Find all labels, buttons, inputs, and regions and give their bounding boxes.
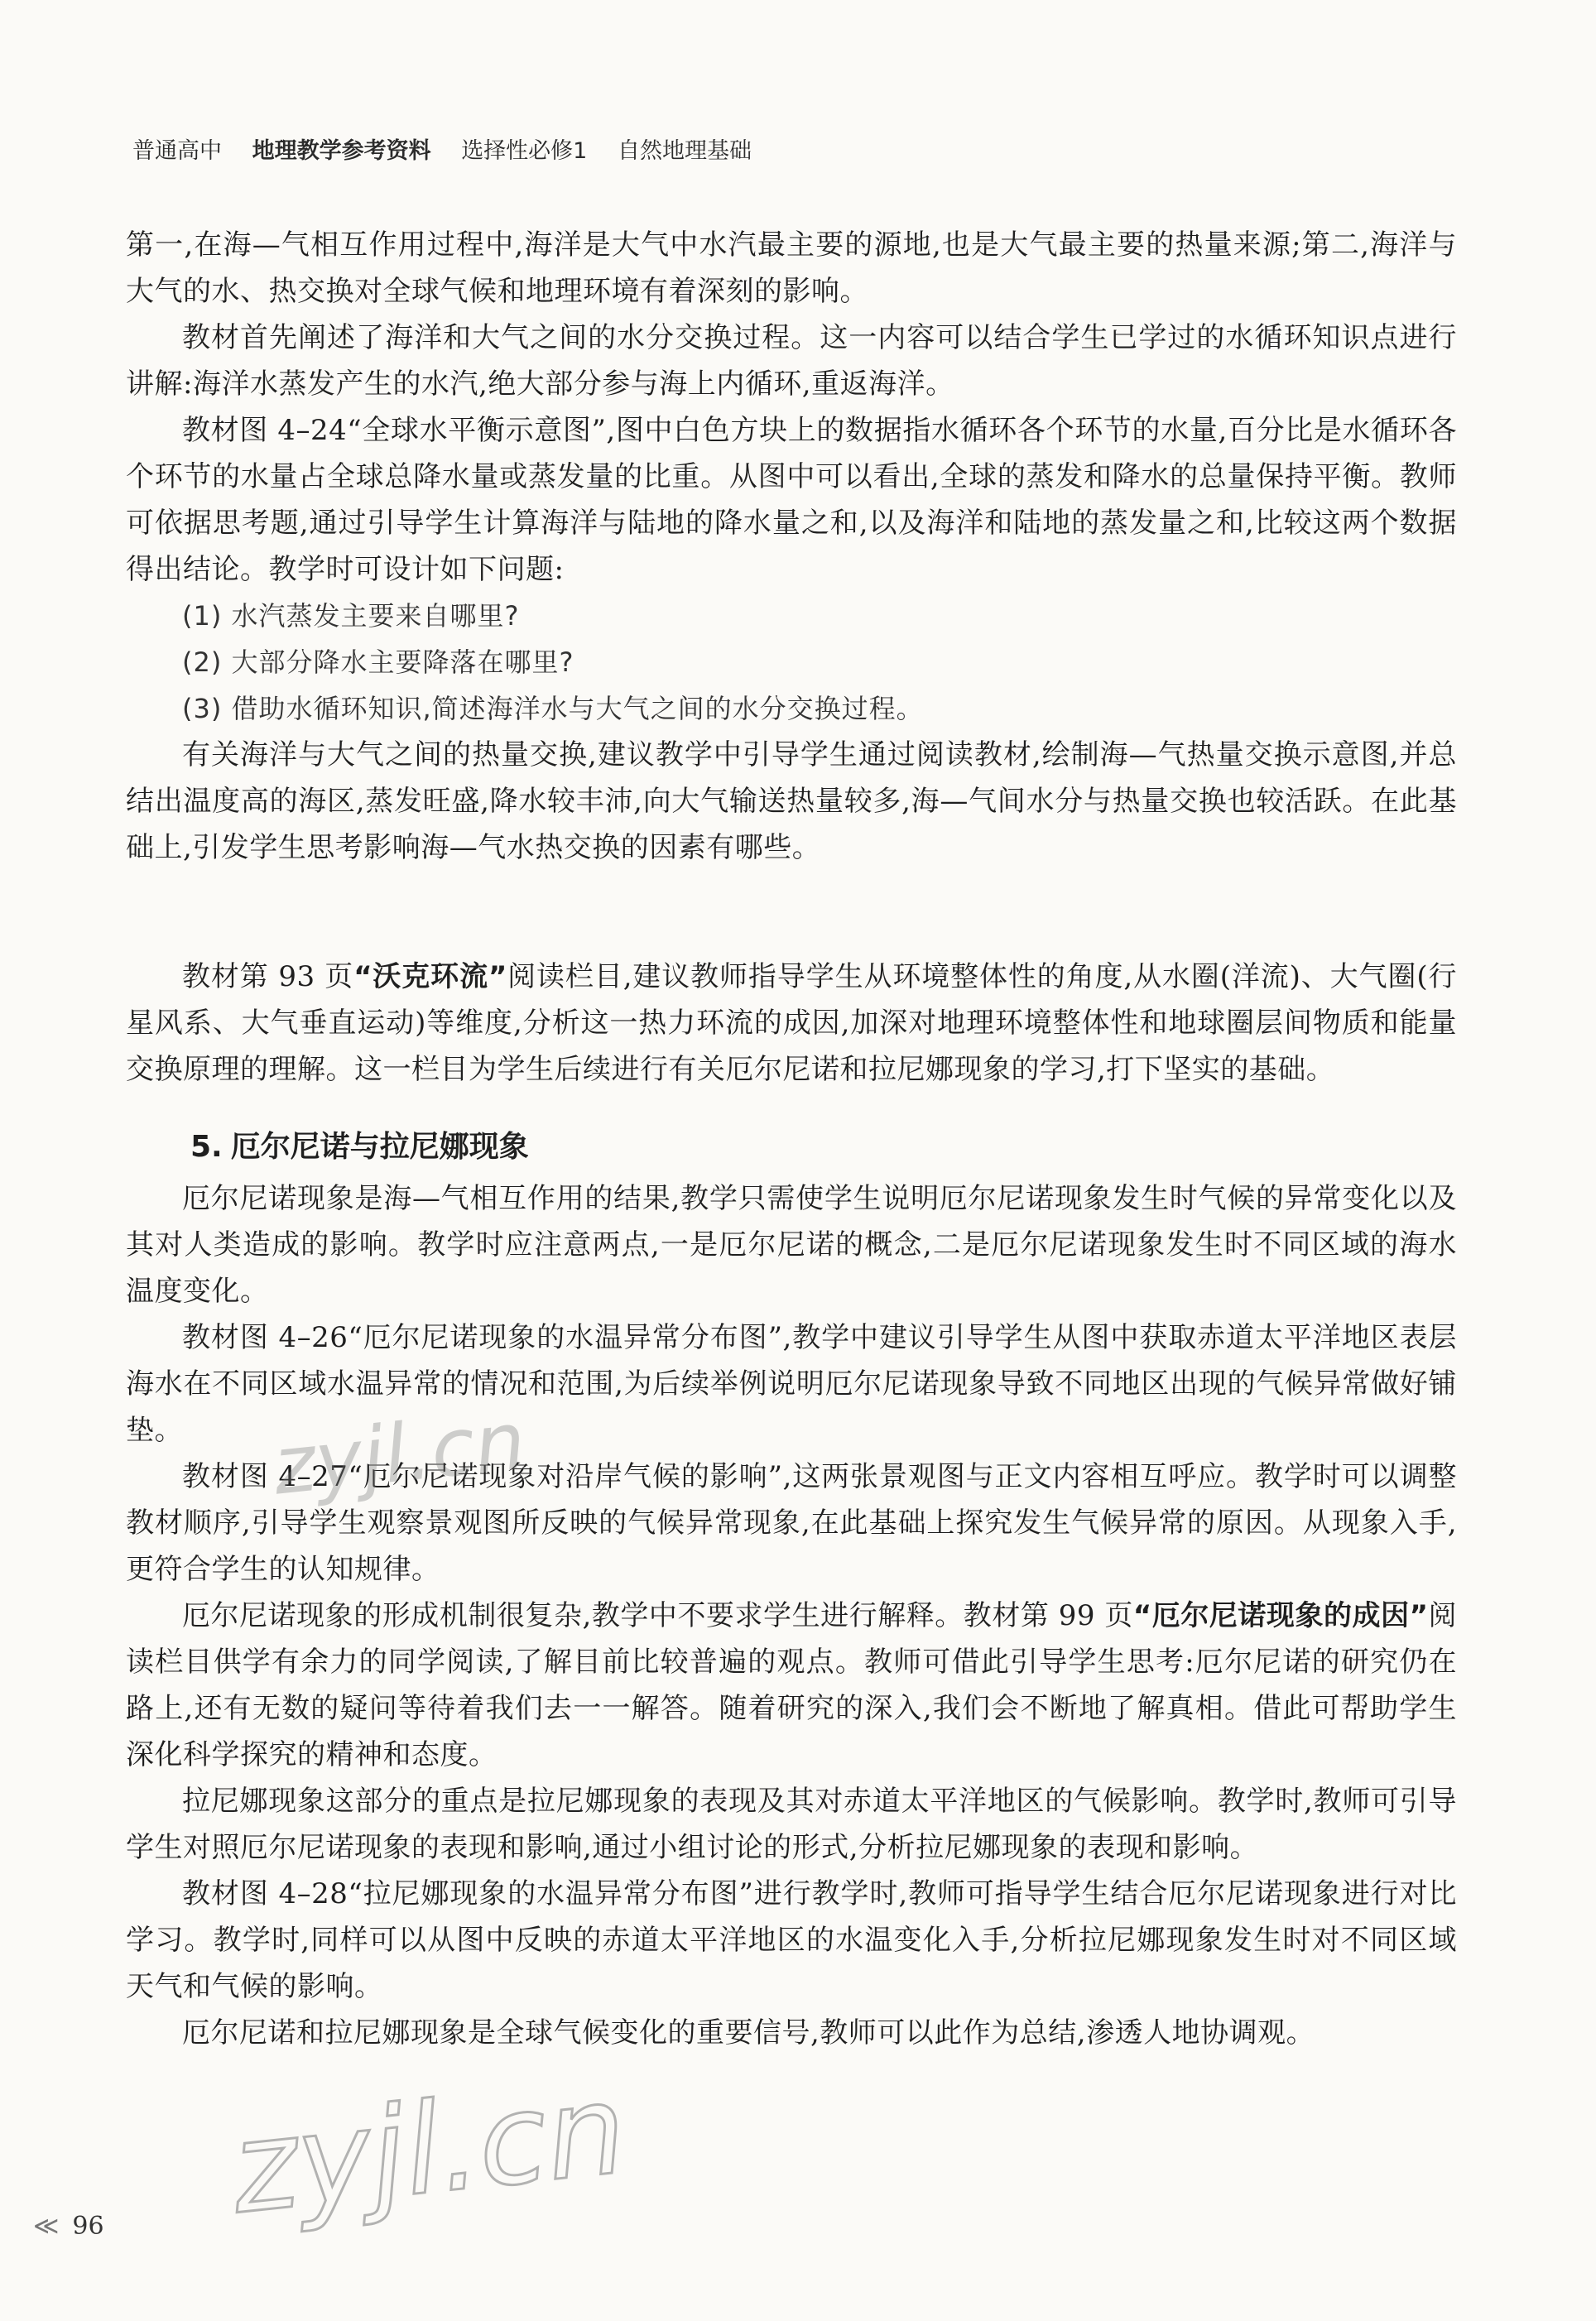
header-series: 普通高中 (132, 138, 222, 164)
paragraph: 厄尔尼诺和拉尼娜现象是全球气候变化的重要信号,教师可以此作为总结,渗透人地协调观。 (182, 2016, 1315, 2049)
header-title: 地理教学参考资料 (252, 138, 431, 164)
paragraph: 有关海洋与大气之间的热量交换,建议教学中引导学生通过阅读教材,绘制海—气热量交换示意图,并总结出温度高的海区,蒸发旺盛,降水较丰沛,向大气输送热量较多,海—气间水分与热量交换也较活跃。在此基础上,引发学生思考影响海—气水热交换的因素有哪些。 (126, 738, 1457, 864)
body-text (126, 222, 1457, 2056)
question-item: (1) 水汽蒸发主要来自哪里? (182, 600, 520, 632)
section-heading (190, 1124, 1457, 1170)
paragraph: 拉尼娜现象这部分的重点是拉尼娜现象的表现及其对赤道太平洋地区的气候影响。教学时,教师可引导学生对照厄尔尼诺现象的表现和影响,通过小组讨论的形式,分析拉尼娜现象的表现和影响。 (126, 1785, 1457, 1864)
paragraph: 教材首先阐述了海洋和大气之间的水分交换过程。这一内容可以结合学生已学过的水循环知识点进行讲解:海洋水蒸发产生的水汽,绝大部分参与海上内循环,重返海洋。 (126, 321, 1457, 401)
section-title: 厄尔尼诺与拉尼娜现象 (230, 1130, 529, 1164)
text-run: 厄尔尼诺现象的形成机制很复杂,教学中不要求学生进行解释。教材第 99 页 (182, 1599, 1133, 1632)
text-run: 阅读栏目,建议教师指导学生从环境整体性的角度,从水圈(洋流)、大气圈(行星风系、大气垂直运动)等维度,分析这一热力环流的成因,加深对地理环境整体性和地球圈层间物质和能量交换原理的理解。这一栏目为学生后续进行有关厄尔尼诺和拉尼娜现象的学习,打下坚实的基础。 (126, 960, 1457, 1086)
chevron-left-icon: ≪ (33, 2212, 60, 2241)
paragraph: 教材图 4–24“全球水平衡示意图”,图中白色方块上的数据指水循环各个环节的水量,百分比是水循环各个环节的水量占全球总降水量或蒸发量的比重。从图中可以看出,全球的蒸发和降水的总量保持平衡。教师可依据思考题,通过引导学生计算海洋与陆地的降水量之和,以及海洋和陆地的蒸发量之和,比较这两个数据得出结论。教学时可设计如下问题: (126, 414, 1457, 586)
bold-term: “厄尔尼诺现象的成因” (1132, 1599, 1429, 1632)
paragraph: 教材图 4–26“厄尔尼诺现象的水温异常分布图”,教学中建议引导学生从图中获取赤道太平洋地区表层海水在不同区域水温异常的情况和范围,为后续举例说明厄尔尼诺现象导致不同地区出现的气候异常做好铺垫。 (126, 1321, 1457, 1447)
header-subject: 自然地理基础 (617, 138, 752, 164)
header-module: 选择性必修1 (461, 138, 588, 164)
paragraph: 教材图 4–27“厄尔尼诺现象对沿岸气候的影响”,这两张景观图与正文内容相互呼应。教学时可以调整教材顺序,引导学生观察景观图所反映的气候异常现象,在此基础上探究发生气候异常的原因。从现象入手,更符合学生的认知规律。 (126, 1460, 1457, 1586)
paragraph: 第一,在海—气相互作用过程中,海洋是大气中水汽最主要的源地,也是大气最主要的热量来源;第二,海洋与大气的水、热交换对全球气候和地理环境有着深刻的影响。 (126, 228, 1457, 308)
question-item: (2) 大部分降水主要降落在哪里? (182, 646, 574, 678)
bold-term: “沃克环流” (353, 960, 507, 993)
text-run: 阅读栏目供学有余力的同学阅读,了解目前比较普遍的观点。教师可借此引导学生思考:厄尔尼诺的研究仍在路上,还有无数的疑问等待着我们去一一解答。随着研究的深入,我们会不断地了解真相。借此可帮助学生深化科学探究的精神和态度。 (126, 1599, 1458, 1771)
paragraph: 厄尔尼诺现象是海—气相互作用的结果,教学只需使学生说明厄尔尼诺现象发生时气候的异常变化以及其对人类造成的影响。教学时应注意两点,一是厄尔尼诺的概念,二是厄尔尼诺现象发生时不同区域的海水温度变化。 (126, 1182, 1457, 1308)
watermark: zyjl.cn (225, 2057, 632, 2242)
paragraph-formation (126, 1593, 1457, 1778)
running-header (132, 132, 775, 165)
text-run: 教材第 93 页 (182, 960, 354, 993)
page-number: 96 (72, 2212, 104, 2241)
watermark: zyjl.cn (268, 1394, 530, 1513)
section-number: 5. (190, 1130, 223, 1164)
paragraph-walker (126, 954, 1457, 1093)
page-footer (33, 2212, 104, 2241)
spacer (126, 871, 1457, 954)
question-item: (3) 借助水循环知识,简述海洋水与大气之间的水分交换过程。 (182, 693, 924, 724)
paragraph: 教材图 4–28“拉尼娜现象的水温异常分布图”进行教学时,教师可指导学生结合厄尔尼诺现象进行对比学习。教学时,同样可以从图中反映的赤道太平洋地区的水温变化入手,分析拉尼娜现象发生时对不同区域天气和气候的影响。 (126, 1877, 1457, 2003)
